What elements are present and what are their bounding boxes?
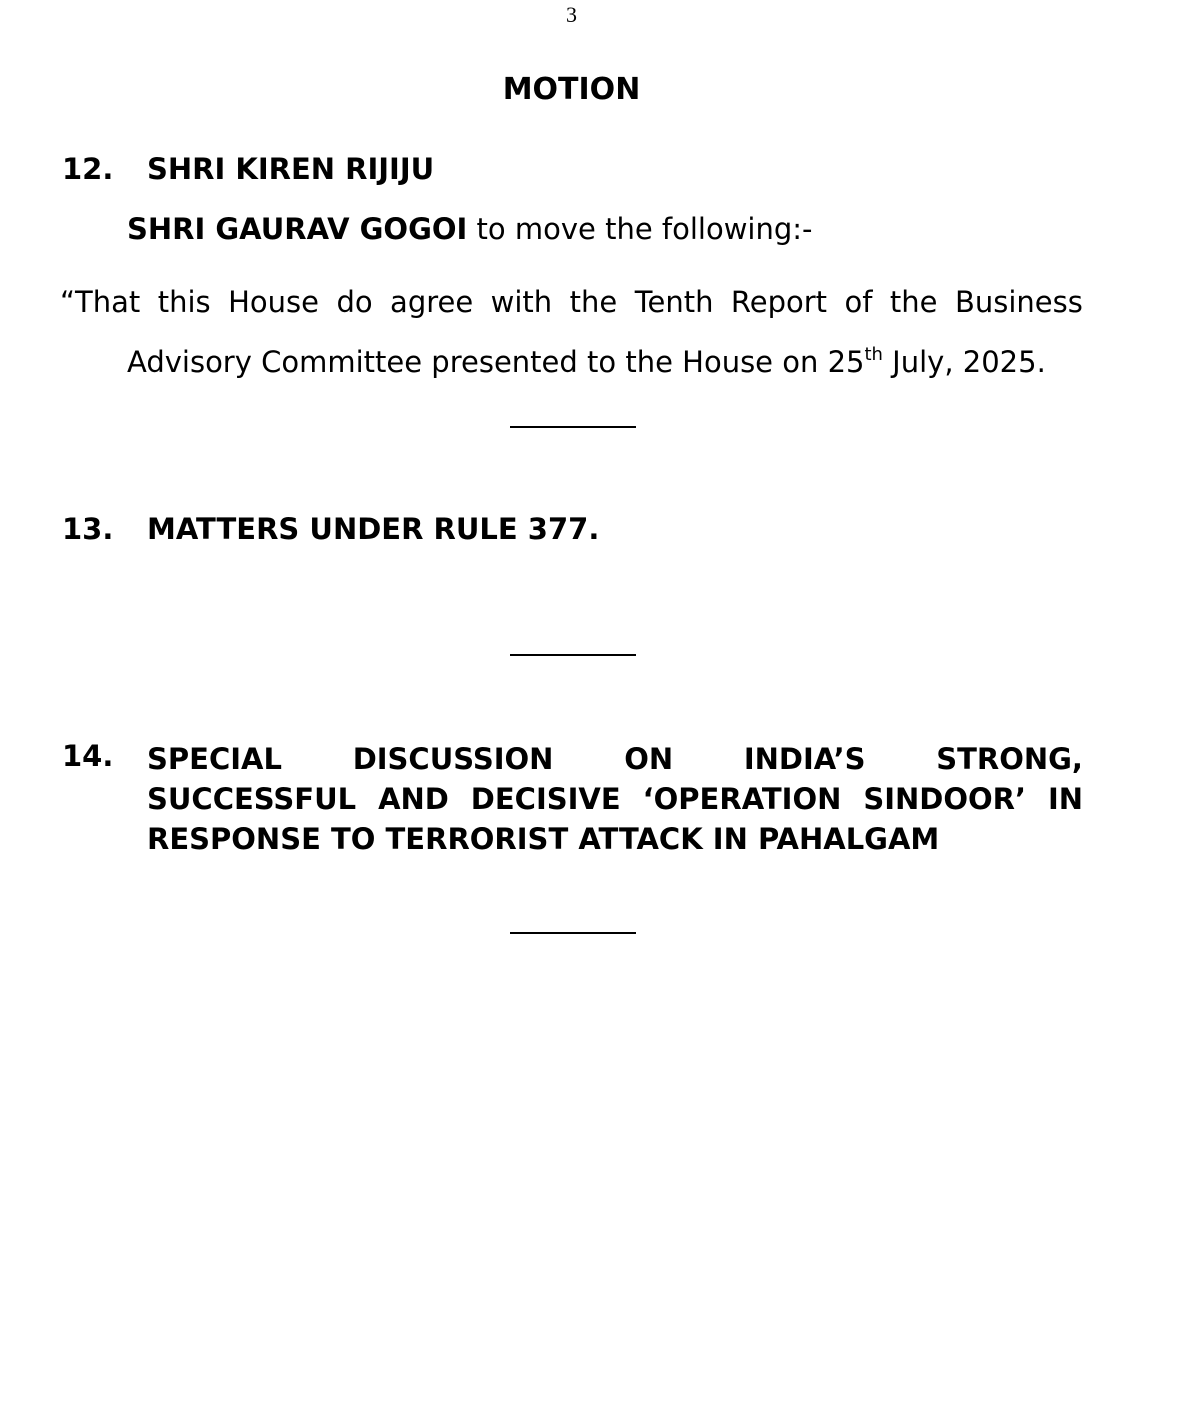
title-word: SINDOOR’ [863,782,1026,816]
section-heading: MOTION [502,72,641,107]
title-word: STRONG, [936,742,1083,776]
page-number: 3 [566,2,577,27]
title-word: ON [624,742,674,776]
title-word: SPECIAL [147,742,282,776]
item-14-title-line-1 [147,739,1083,779]
title-word: DISCUSSION [352,742,554,776]
title-word: SUCCESSFUL [147,782,357,816]
item-14-number: 14. [62,739,114,773]
motion-word: Tenth [634,285,714,319]
item-12-title: SHRI KIREN RIJIJU [147,152,435,186]
item-12-motion-text [60,272,1083,392]
item-14-title-line-3: RESPONSE TO TERRORIST ATTACK IN PAHALGAM [147,822,940,856]
motion-word: Report [730,285,828,319]
motion-word: the [889,285,938,319]
motion-word: this [157,285,211,319]
item-12-mover-suffix: to move the following:- [467,212,813,246]
item-14-title-line-2 [147,779,1083,819]
separator-rule [510,426,636,428]
item-13-title: MATTERS UNDER RULE 377. [147,512,600,546]
separator-rule [510,932,636,934]
item-12-mover-name: SHRI GAURAV GOGOI [127,212,468,246]
motion-word: “That [60,285,141,319]
separator-rule [510,654,636,656]
title-word: ‘OPERATION [642,782,842,816]
item-12-motion-line-2 [60,332,1083,392]
title-word: INDIA’S [743,742,866,776]
title-word: IN [1047,782,1083,816]
motion-word: with [490,285,553,319]
title-word: AND [378,782,449,816]
title-word: DECISIVE [470,782,621,816]
motion-word: House [228,285,319,319]
motion-word: of [844,285,873,319]
item-14-title [147,739,1083,859]
motion-word: do [336,285,373,319]
motion-word: agree [390,285,474,319]
motion-text-after: July, 2025. [882,345,1046,379]
motion-word: the [569,285,618,319]
item-12-number: 12. [62,152,114,186]
item-13-number: 13. [62,512,114,546]
motion-word: Business [954,285,1083,319]
ordinal-superscript: th [864,344,883,365]
item-12-mover-line [127,212,813,246]
motion-text-before: Advisory Committee presented to the House on 25 [127,345,865,379]
item-12-motion-line-1 [60,272,1083,332]
